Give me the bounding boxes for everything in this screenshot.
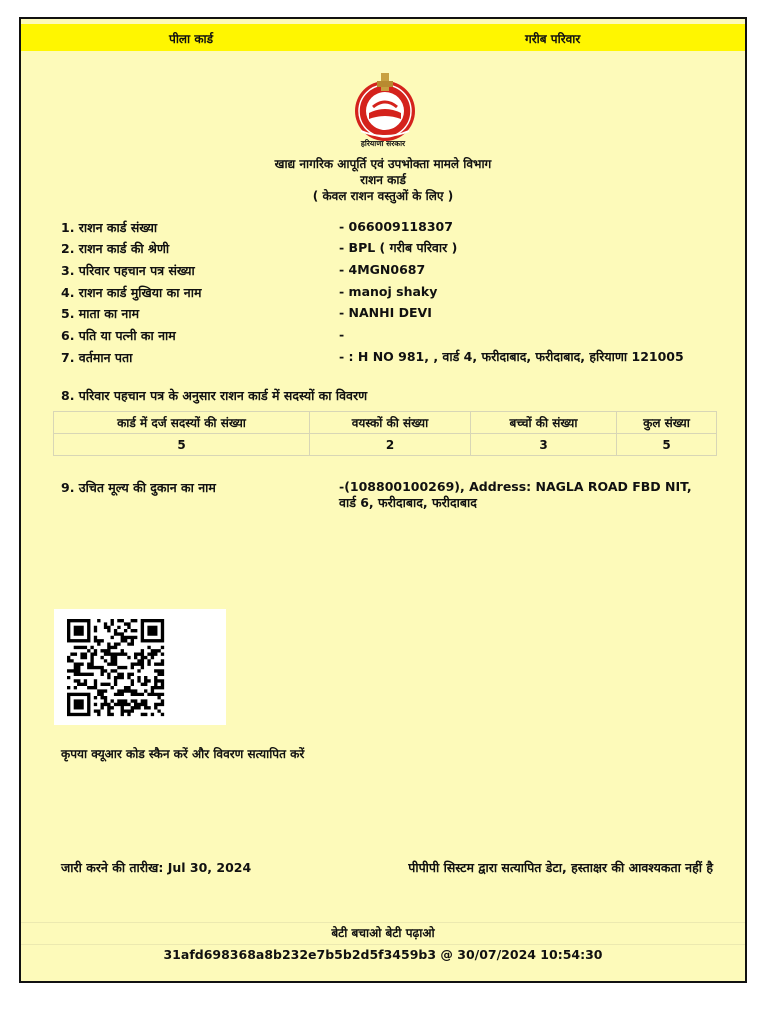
field-value: - manoj shaky	[339, 284, 438, 299]
qr-code-graphic	[54, 609, 226, 725]
table-header-row	[54, 412, 717, 434]
table-row	[54, 434, 717, 456]
column-header: कुल संख्या	[617, 412, 717, 434]
members-heading: 8. परिवार पहचान पत्र के अनुसार राशन कार्ड में सदस्यों का विवरण	[61, 388, 368, 403]
issue-date: जारी करने की तारीख: Jul 30, 2024	[61, 860, 252, 875]
shop-value: -(108800100269), Address: NAGLA ROAD FBD NIT, वार्ड 6, फरीदाबाद, फरीदाबाद	[339, 479, 692, 510]
field-value: - 4MGN0687	[339, 262, 426, 277]
divider	[21, 922, 745, 923]
qr-instruction: कृपया क्यूआर कोड स्कैन करें और विवरण सत्यापित करें	[61, 747, 305, 761]
field-label: 1. राशन कार्ड संख्या	[61, 220, 158, 235]
field-label: 5. माता का नाम	[61, 306, 140, 321]
header-bar	[21, 24, 745, 51]
members-table	[53, 411, 717, 456]
field-label: 3. परिवार पहचान पत्र संख्या	[61, 263, 195, 278]
table-cell: 5	[617, 434, 717, 456]
government-caption: हरियाणा सरकार	[360, 139, 406, 148]
field-label: 4. राशन कार्ड मुखिया का नाम	[61, 285, 202, 300]
verification-note: पीपीपी सिस्टम द्वारा सत्यापित डेटा, हस्ताक्षर की आवश्यकता नहीं है	[408, 860, 713, 875]
ration-card	[19, 17, 747, 983]
field-label: 2. राशन कार्ड की श्रेणी	[61, 241, 170, 256]
column-header: कार्ड में दर्ज सदस्यों की संख्या	[54, 412, 310, 434]
field-label: 7. वर्तमान पता	[61, 350, 133, 365]
haryana-emblem-icon	[347, 69, 423, 145]
department-title: खाद्य नागरिक आपूर्ति एवं उपभोक्ता मामले विभाग	[274, 157, 492, 171]
field-value: - : H NO 981, , वार्ड 4, फरीदाबाद, फरीदाबाद, हरियाणा 121005	[339, 349, 684, 364]
field-label: 6. पति या पत्नी का नाम	[61, 328, 176, 343]
card-title: राशन कार्ड	[360, 173, 406, 187]
column-header: वयस्कों की संख्या	[310, 412, 471, 434]
field-value: - 066009118307	[339, 219, 453, 234]
column-header: बच्चों की संख्या	[471, 412, 617, 434]
verification-hash: 31afd698368a8b232e7b5b2d5f3459b3 @ 30/07/2024 10:54:30	[163, 947, 603, 962]
category-label: गरीब परिवार	[525, 32, 581, 46]
divider	[21, 944, 745, 945]
table-cell: 5	[54, 434, 310, 456]
table-cell: 2	[310, 434, 471, 456]
slogan: बेटी बचाओ बेटी पढ़ाओ	[331, 926, 435, 940]
field-value: - NANHI DEVI	[339, 305, 432, 320]
card-type-label: पीला कार्ड	[169, 32, 214, 46]
field-value: -	[339, 327, 345, 342]
field-value: - BPL ( गरीब परिवार )	[339, 240, 458, 255]
usage-note: ( केवल राशन वस्तुओं के लिए )	[312, 189, 454, 203]
qr-code-icon	[54, 609, 226, 725]
table-cell: 3	[471, 434, 617, 456]
shop-label: 9. उचित मूल्य की दुकान का नाम	[61, 480, 216, 495]
